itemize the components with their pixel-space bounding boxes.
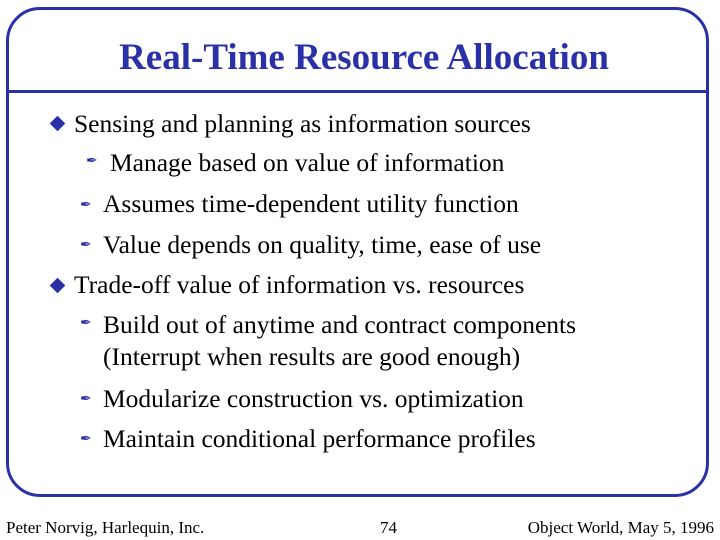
sub-bullet-text: Build out of anytime and contract components	[103, 310, 577, 339]
footer-author: Peter Norvig, Harlequin, Inc.	[6, 518, 205, 537]
title-divider	[9, 90, 709, 93]
slide-title: Real-Time Resource Allocation	[119, 37, 609, 78]
footer-event: Object World, May 5, 1996	[527, 518, 714, 537]
footer-page-number: 74	[380, 518, 397, 537]
bullet-text: Sensing and planning as information sources	[74, 109, 531, 138]
bullet-text: Trade-off value of information vs. resources	[74, 270, 525, 299]
pen-nib-bullet-icon: ✒	[80, 237, 92, 253]
sub-bullet-text: Modularize construction vs. optimization	[103, 384, 524, 413]
sub-bullet-text: Manage based on value of information	[110, 148, 505, 177]
pen-nib-bullet-icon: ✒	[80, 197, 92, 213]
sub-bullet-text: Maintain conditional performance profiles	[103, 424, 536, 453]
sub-bullet-continuation: (Interrupt when results are good enough)	[103, 342, 521, 371]
sub-bullet-text: Assumes time-dependent utility function	[103, 189, 519, 218]
pen-nib-bullet-icon: ✒	[80, 315, 92, 331]
pen-nib-bullet-icon: ✒	[80, 391, 92, 407]
sub-bullet-text: Value depends on quality, time, ease of use	[103, 230, 542, 259]
pen-nib-bullet-icon: ✒	[86, 153, 98, 169]
pen-nib-bullet-icon: ✒	[80, 431, 92, 447]
